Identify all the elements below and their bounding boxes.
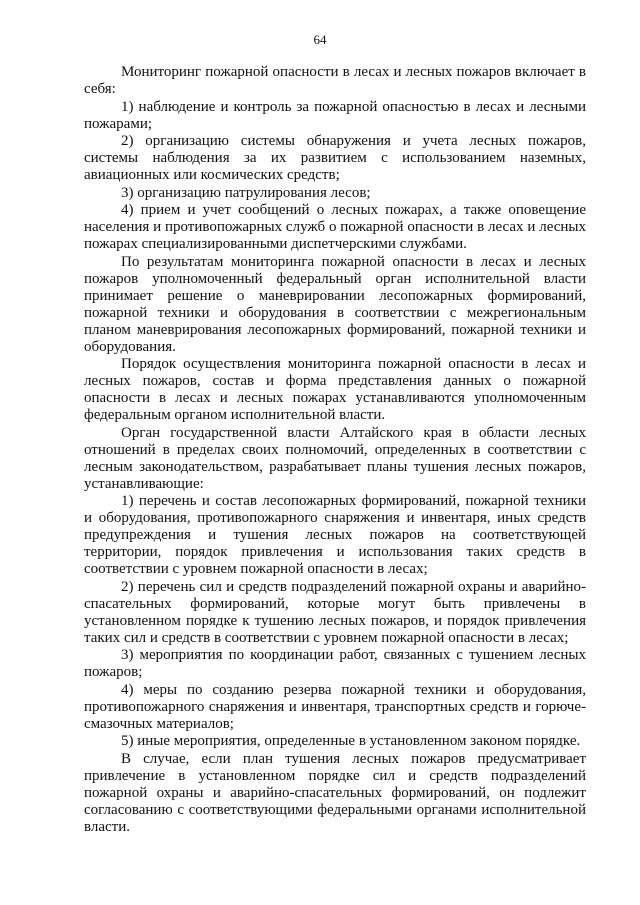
list-item-detection-system: 2) организацию системы обнаружения и учета лесных пожаров, системы наблюдения за их развитием с использованием наземных, авиационных или космических средств;	[84, 133, 586, 183]
page-number: 64	[313, 32, 327, 47]
paragraph-plan-approval: В случае, если план тушения лесных пожаров предусматривает привлечение в установленном порядке сил и средств подразделений пожарной охраны и аварийно-спасательных формирований, он подлежит согласованию с соответствующими федеральными органами исполнительной власти.	[84, 750, 586, 835]
list-item-coordination: 3) мероприятия по координации работ, связанных с тушением лесных пожаров;	[84, 647, 586, 680]
list-item-other-measures: 5) иные мероприятия, определенные в установленном законом порядке.	[121, 733, 581, 749]
body-text	[84, 64, 586, 836]
list-item-formations: 1) перечень и состав лесопожарных формирований, пожарной техники и оборудования, противопожарного снаряжения и инвентаря, иных средств предупреждения и тушения лесных пожаров на соответствующей территории, порядок привлечения и использования таких средств в соответствии с уровнем пожарной опасности в лесах;	[84, 493, 586, 577]
paragraph-regional-authority: Орган государственной власти Алтайского края в области лесных отношений в пределах своих полномочий, определенных в соответствии с лесным законодательством, разрабатывает планы тушения лесных пожаров, устанавливающие:	[84, 424, 586, 492]
paragraph-monitoring-results: По результатам мониторинга пожарной опасности в лесах и лесных пожаров уполномоченный федеральный орган исполнительной власти принимает решение о маневрировании лесопожарных формирований, пожарной техники и оборудования в соответствии с межрегиональным планом маневрирования лесопожарных формирований, пожарной техники и оборудования.	[84, 253, 586, 355]
list-item-forces: 2) перечень сил и средств подразделений пожарной охраны и аварийно-спасательных формирований, которые могут быть привлечены в установленном порядке к тушению лесных пожаров, и порядок привлечения таких сил и средств в соответствии с уровнем пожарной опасности в лесах;	[84, 578, 586, 646]
paragraph-monitoring-intro: Мониторинг пожарной опасности в лесах и лесных пожаров включает в себя:	[84, 64, 586, 97]
list-item-reserve: 4) меры по созданию резерва пожарной техники и оборудования, противопожарного снаряжения и инвентаря, транспортных средств и горюче-смазочных материалов;	[84, 681, 586, 732]
list-item-reports: 4) прием и учет сообщений о лесных пожарах, а также оповещение населения и противопожарных служб о пожарной опасности в лесах и лесных пожарах специализированными диспетчерскими службами.	[84, 202, 586, 252]
list-item-patrol: 3) организацию патрулирования лесов;	[121, 184, 371, 201]
paragraph-monitoring-procedure: Порядок осуществления мониторинга пожарной опасности в лесах и лесных пожаров, состав и форма представления данных о пожарной опасности в лесах и лесных пожарах устанавливаются уполномоченным федеральным органом исполнительной власти.	[84, 356, 586, 423]
list-item-observation: 1) наблюдение и контроль за пожарной опасностью в лесах и лесными пожарами;	[84, 98, 586, 132]
